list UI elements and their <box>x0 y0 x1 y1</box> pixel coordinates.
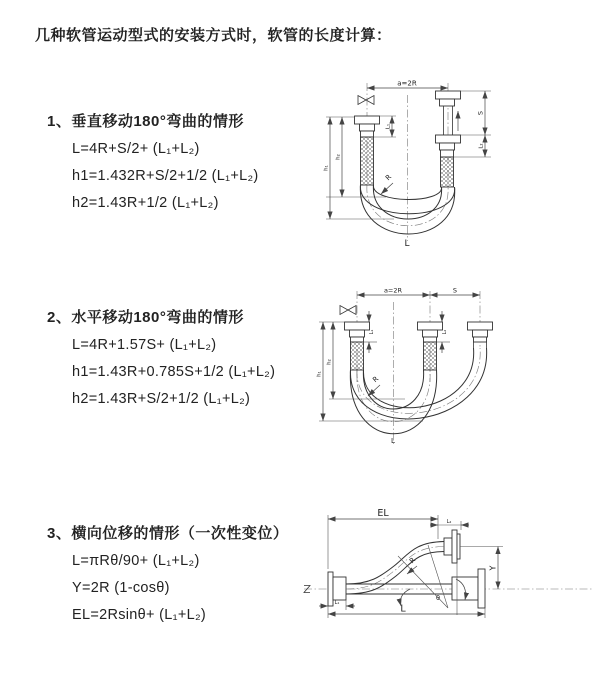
section-1-heading: 1、垂直移动180°弯曲的情形 <box>47 113 244 130</box>
formula-line: h1=1.43R+0.785S+1/2 (L₁+L₂) <box>72 363 276 380</box>
dim-label-h1: h₁ <box>316 371 323 377</box>
dims-height <box>324 117 395 219</box>
dim-label-r: R <box>408 556 418 566</box>
right-flange-fitting <box>468 322 493 348</box>
section-lateral-displacement <box>47 522 288 628</box>
dim-label-l1: L₁ <box>369 329 375 335</box>
formula-line: h1=1.432R+S/2+1/2 (L₁+L₂) <box>72 167 259 184</box>
left-flange-fitting <box>345 322 370 370</box>
diagram-vertical-180 <box>310 73 600 259</box>
dim-label-l2: L₂ <box>442 329 448 335</box>
dim-label-l2: L₂ <box>446 519 452 525</box>
formula-line: L=4R+1.57S+ (L₁+L₂) <box>72 337 217 353</box>
diagram-horizontal-180 <box>305 282 600 454</box>
centerlines <box>367 83 448 241</box>
right-flange-fittings <box>436 91 461 187</box>
dim-span-stroke <box>357 287 480 296</box>
dim-el <box>328 508 438 569</box>
dim-l1 <box>319 600 355 610</box>
section-vertical-180 <box>47 110 259 216</box>
braid-section <box>424 342 437 370</box>
dim-label-el: EL <box>377 508 389 519</box>
dim-label-s: S <box>476 110 485 116</box>
left-flange-fitting <box>355 116 380 185</box>
dim-label-h2: h₂ <box>326 359 333 365</box>
upper-flange-fitting <box>444 530 460 563</box>
section-3-heading: 3、横向位移的情形（一次性变位） <box>47 525 289 542</box>
valve-icon <box>358 96 374 105</box>
section-2-heading: 2、水平移动180°弯曲的情形 <box>47 309 244 326</box>
dim-label-l1: L₁ <box>334 600 340 606</box>
dim-label-a2r: a=2R <box>383 286 403 295</box>
dim-span <box>367 80 448 89</box>
formula-line: h2=1.43R+1/2 (L₁+L₂) <box>72 194 219 211</box>
valve-icon <box>340 306 356 315</box>
dim-label-r: R <box>384 173 394 183</box>
formula-line: EL=2Rsinθ+ (L₁+L₂) <box>72 606 207 623</box>
dim-l2 <box>430 519 469 530</box>
dim-l1 <box>364 311 378 353</box>
formula-line: L=πRθ/90+ (L₁+L₂) <box>72 553 200 569</box>
section-horizontal-180 <box>47 306 275 412</box>
dim-label-length: L <box>400 603 406 615</box>
braid-section <box>441 157 454 187</box>
dim-s-l2 <box>454 91 492 157</box>
formula-line: h2=1.43R+S/2+1/2 (L₁+L₂) <box>72 390 251 407</box>
dim-label-s: S <box>452 286 458 295</box>
radius-callout <box>381 173 393 194</box>
dim-label-length: L <box>391 437 395 445</box>
radius-callout <box>368 375 380 396</box>
dim-label-h2: h₂ <box>335 154 342 160</box>
dim-label-l1: L₁ <box>385 123 392 130</box>
dim-label-a2r: a=2R <box>397 79 417 88</box>
formula-line: L=4R+S/2+ (L₁+L₂) <box>72 141 200 157</box>
middle-flange-fitting <box>418 322 443 370</box>
angle-label-theta: θ <box>436 594 440 602</box>
diagram-lateral-displacement <box>298 503 600 651</box>
dim-label-y: Y <box>488 565 498 571</box>
page-title: 几种软管运动型式的安装方式时，软管的长度计算： <box>35 27 392 44</box>
dim-label-length: L <box>404 239 410 249</box>
formula-line: Y=2R (1-cosθ) <box>72 579 170 596</box>
dim-label-r: R <box>371 374 381 385</box>
braid-section <box>361 137 374 185</box>
dim-l2 <box>437 311 451 353</box>
dim-label-l2: L₂ <box>478 143 485 149</box>
dim-label-h1: h₁ <box>323 165 330 171</box>
braid-section <box>351 342 364 370</box>
